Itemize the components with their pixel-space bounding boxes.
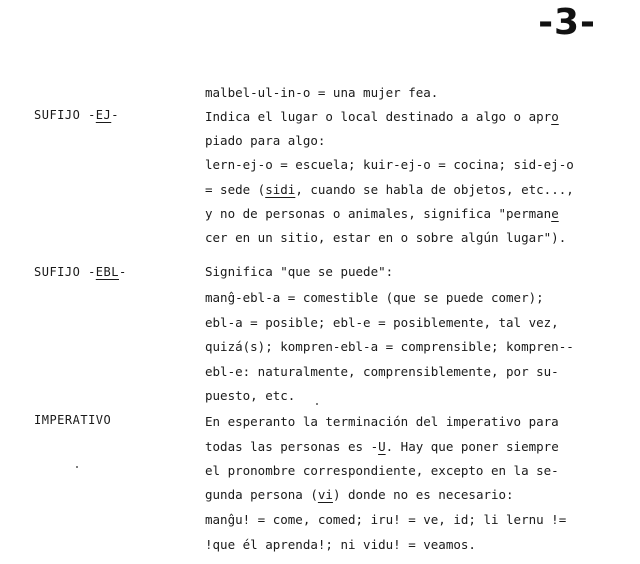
text-line: puesto, etc. — [205, 388, 296, 403]
label-prefix: SUFIJO - — [34, 265, 96, 279]
page-number: -3- — [538, 2, 596, 43]
scan-speck — [316, 403, 318, 405]
label-suffix: - — [118, 265, 127, 279]
text-line: cer en un sitio, estar en o sobre algún lugar"). — [205, 230, 567, 245]
text-line: = sede (sidi, cuando se habla de objetos, etc..., — [205, 182, 574, 197]
label-suffix: - — [111, 108, 119, 122]
text-line: manĝ-ebl-a = comestible (que se puede comer); — [205, 290, 544, 305]
text-line: !que él aprenda!; ni vidu! = veamos. — [205, 537, 476, 552]
text-line: Significa "que se puede": — [205, 264, 394, 279]
text-line: ebl-e: naturalmente, comprensiblemente, por su- — [205, 364, 559, 379]
text-line: el pronombre correspondiente, excepto en la se- — [205, 463, 559, 478]
section-label-sufijo-ebl — [34, 260, 127, 284]
text-line: quizá(s); kompren-ebl-a = comprensible; kompren-- — [205, 339, 574, 354]
scan-speck — [76, 466, 78, 468]
label-prefix: SUFIJO - — [34, 108, 96, 122]
text-line: y no de personas o animales, significa "permane — [205, 206, 559, 221]
label-code: EJ — [95, 108, 112, 122]
text-line: ebl-a = posible; ebl-e = posiblemente, tal vez, — [205, 315, 559, 330]
text-line: lern-ej-o = escuela; kuir-ej-o = cocina; sid-ej-o — [205, 157, 574, 172]
text-line: malbel-ul-in-o = una mujer fea. — [205, 85, 439, 100]
section-label-sufijo-ej — [34, 103, 119, 127]
text-line: piado para algo: — [205, 133, 326, 148]
text-line: Indica el lugar o local destinado a algo o apro — [205, 109, 559, 124]
label-code: EBL — [95, 265, 119, 279]
text-line: todas las personas es -U. Hay que poner siempre — [205, 439, 559, 454]
text-line: manĝu! = come, comed; iru! = ve, id; li lernu != — [205, 512, 574, 527]
text-line: En esperanto la terminación del imperativo para — [205, 414, 559, 429]
section-label-imperativo: IMPERATIVO — [34, 413, 112, 427]
text-line: gunda persona (vi) donde no es necesario: — [205, 487, 514, 502]
